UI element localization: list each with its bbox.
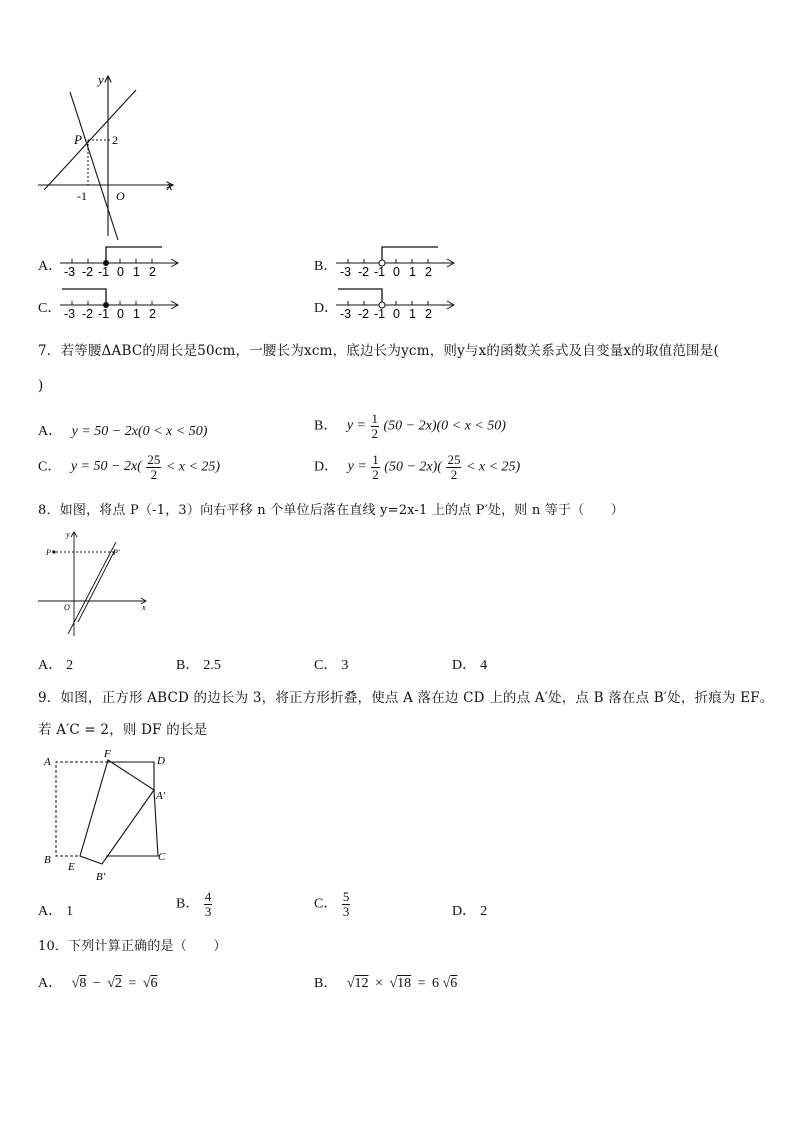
q7-option-d[interactable] [314,453,520,481]
q9-option-d[interactable]: D． 2 [452,904,488,919]
q8-option-c[interactable]: C． 3 [314,658,349,673]
q7-option-b-label: B． [314,418,338,434]
sqrt-icon: √ [442,976,451,991]
q8-graph [34,528,154,640]
q7-option-a-text: y = 50 − 2x(0 < x < 50) [71,424,208,439]
q8-option-b[interactable]: B． 2.5 [176,658,221,673]
q9-label-d: D [157,755,165,767]
q9-label-f: F [104,748,111,760]
q9-stem-2: 若 A′C = 2，则 DF 的长是 [38,722,208,738]
q7-stem-end: ) [38,378,44,394]
q9-option-c[interactable]: C． $\frac{5}{3}$ [314,889,350,919]
nl-tick: -3 [340,307,352,321]
nl-tick: -2 [358,307,370,321]
q7-option-d-label: D． [314,459,339,475]
q6-option-b-label: B． [314,259,338,274]
q7-c-pre: y = 50 − 2x( [70,459,142,475]
q7-option-a[interactable] [38,420,207,440]
q7-option-a-label: A． [38,424,63,439]
q6-x-tick: -1 [77,189,87,203]
q6-option-d-label: D． [314,301,339,316]
q6-line-2 [70,92,118,240]
q9-label-b: B [44,854,51,866]
q7-b-pre: y = [346,418,367,434]
nl-tick: -3 [64,265,76,279]
q6-graph [30,68,190,243]
q9-b-fraction: $\frac{4}{3}$ [204,889,212,919]
sqrt-icon: √ [389,976,398,991]
q7-b-post: (50 − 2x)(0 < x < 50) [383,418,506,434]
nl-tick: -2 [358,265,370,279]
sqrt-icon: √ [346,976,355,991]
q9-figure [36,746,186,886]
q8-stem: 8．如图，将点 P（-1，3）向右平移 n 个单位后落在直线 y=2x-1 上的点 P′处，则 n 等于（ ） [38,503,624,518]
q6-origin: O [116,189,125,203]
q7-d-pre: y = [347,459,367,475]
q6-x-label: x [167,178,173,193]
nl-tick: 1 [409,307,416,321]
q6-y-label: y [98,72,104,87]
nl-tick: 0 [393,265,400,279]
q7-option-c-label: C． [38,459,62,475]
q8-line-1 [68,542,116,634]
q7-d-post: < x < 25) [465,459,521,475]
nl-tick: 0 [117,265,124,279]
q10-option-a-label: A． [38,976,63,991]
q7-c-fraction: $\frac{25}{2}$ [147,452,161,482]
q7-option-b[interactable] [314,412,506,440]
sqrt-icon: √ [71,976,80,991]
nl-tick: -1 [98,265,110,279]
q9-folded-shape [80,760,154,864]
q6-number-line-d[interactable] [334,282,459,322]
q6-option-c-label: C． [38,301,62,316]
q8-option-a[interactable]: A． 2 [38,658,74,673]
q9-label-b-prime: B′ [96,871,106,883]
nl-tick: 2 [425,265,432,279]
nl-tick: -2 [82,307,94,321]
nl-tick: 0 [393,307,400,321]
q6-number-line-c[interactable] [58,282,183,322]
nl-tick: -2 [82,265,94,279]
q7-stem: 7．若等腰ΔABC的周长是50cm，一腰长为xcm，底边长为ycm，则y与x的函数关系式及自变量x的取值范围是( [38,343,719,359]
q7-b-fraction: $\frac{1}{2}$ [371,411,379,441]
q7-d-fraction-2: $\frac{25}{2}$ [447,452,461,482]
nl-tick: 2 [425,307,432,321]
nl-tick: 1 [409,265,416,279]
q8-label-x: x [142,603,146,612]
q10-option-a[interactable]: A． √8 − √2 = √6 [38,976,158,991]
q6-point-p: P [74,132,82,147]
nl-tick: 0 [117,307,124,321]
nl-tick: -1 [374,265,386,279]
q9-label-a-prime: A′ [156,790,166,802]
q9-option-a[interactable]: A． 1 [38,904,74,919]
q9-label-c: C [158,851,166,863]
nl-tick: -3 [64,307,76,321]
sqrt-icon: √ [107,976,115,991]
q9-label-a: A [44,756,51,768]
q9-c-fraction: $\frac{5}{3}$ [342,889,350,919]
q9-dashed-edge [56,762,108,856]
q6-option-a-label: A． [38,259,63,274]
nl-tick: -1 [98,307,110,321]
q9-label-e: E [68,861,75,873]
q10-stem: 10．下列计算正确的是（ ） [38,939,227,954]
q7-c-post: < x < 25) [165,459,221,475]
sqrt-icon: √ [142,976,151,991]
q6-y-tick: 2 [112,133,118,147]
nl-tick: 2 [149,307,156,321]
q10-option-b-label: B． [314,976,338,991]
q10-option-b[interactable]: B． √12 × √18 = 6 √6 [314,976,458,991]
q6-number-line-a[interactable] [58,240,183,280]
q7-d-fraction: $\frac{1}{2}$ [372,452,379,482]
nl-tick: 1 [133,307,140,321]
q8-label-p: P [46,548,51,557]
q8-line-2 [78,550,115,622]
q8-option-d[interactable]: D． 4 [452,658,488,673]
q8-label-p-prime: P′ [113,548,120,557]
q9-option-b[interactable]: B． $\frac{4}{3}$ [176,889,212,919]
q9-stem: 9．如图，正方形 ABCD 的边长为 3，将正方形折叠，使点 A 落在边 CD 上的点 A′处，点 B 落在点 B′处，折痕为 EF。 [38,690,774,706]
nl-tick: 1 [133,265,140,279]
q7-d-mid: (50 − 2x)( [384,459,442,475]
nl-tick: 2 [149,265,156,279]
q7-option-c[interactable] [38,453,220,481]
q8-label-o: O [64,603,70,612]
nl-tick: -1 [374,307,386,321]
nl-tick: -3 [340,265,352,279]
q6-number-line-b[interactable] [334,240,459,280]
q8-label-y: y [66,530,70,539]
